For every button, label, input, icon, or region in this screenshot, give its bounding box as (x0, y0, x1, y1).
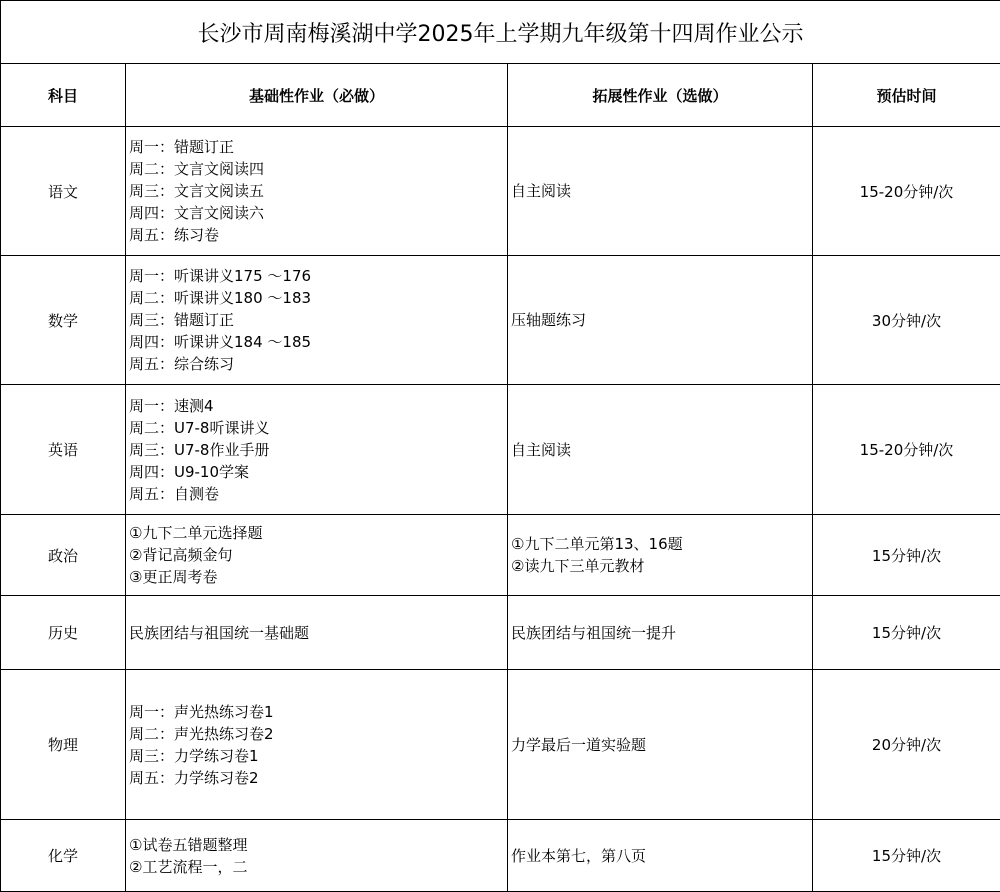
subject-cell: 化学 (1, 820, 126, 892)
time-cell: 15分钟/次 (813, 515, 1000, 596)
time-cell: 30分钟/次 (813, 256, 1000, 385)
basic-item: 周五：综合练习 (129, 355, 235, 373)
table-row (1, 515, 1000, 596)
subject-cell: 数学 (1, 256, 126, 385)
header-time: 预估时间 (813, 64, 1000, 127)
basic-cell (126, 515, 508, 596)
extended-item: 作业本第七，第八页 (511, 846, 647, 865)
page-title: 长沙市周南梅溪湖中学2025年上学期九年级第十四周作业公示 (1, 1, 1000, 64)
subject-cell: 政治 (1, 515, 126, 596)
table-row (1, 127, 1000, 256)
extended-cell (508, 596, 813, 670)
basic-cell (126, 596, 508, 670)
table-row (1, 596, 1000, 670)
basic-item: 民族团结与祖国统一基础题 (129, 623, 310, 642)
basic-cell (126, 670, 508, 820)
basic-item: 周四：听课讲义184 ～185 (129, 333, 312, 351)
subject-cell: 物理 (1, 670, 126, 820)
basic-item: 周一：声光热练习卷1 (129, 702, 274, 721)
time-cell: 15-20分钟/次 (813, 127, 1000, 256)
subject-cell: 英语 (1, 385, 126, 515)
basic-cell (126, 127, 508, 256)
basic-item: 周一：速测4 (129, 396, 214, 415)
table-row (1, 670, 1000, 820)
basic-item: 周二：听课讲义180 ～183 (129, 289, 312, 307)
time-cell: 20分钟/次 (813, 670, 1000, 820)
basic-item: 周四：U9-10学案 (129, 462, 250, 481)
extended-item: 自主阅读 (511, 440, 572, 459)
basic-item: ③更正周考卷 (129, 568, 218, 586)
extended-item: 自主阅读 (511, 182, 572, 200)
basic-item: 周三：力学练习卷1 (129, 746, 259, 765)
time-cell: 15分钟/次 (813, 596, 1000, 670)
basic-item: ②工艺流程一，二 (129, 857, 248, 876)
basic-item: ①试卷五错题整理 (129, 835, 248, 854)
table-row (1, 385, 1000, 515)
basic-item: 周三：文言文阅读五 (129, 182, 265, 200)
basic-item: 周二：文言文阅读四 (129, 160, 265, 178)
basic-cell (126, 256, 508, 385)
subject-cell: 语文 (1, 127, 126, 256)
extended-cell (508, 515, 813, 596)
basic-item: 周五：力学练习卷2 (129, 768, 259, 787)
extended-cell (508, 670, 813, 820)
header-subject: 科目 (1, 64, 126, 127)
basic-item: ②背记高频金句 (129, 546, 233, 564)
time-cell: 15分钟/次 (813, 820, 1000, 892)
basic-item: ①九下二单元选择题 (129, 524, 263, 542)
subject-cell: 历史 (1, 596, 126, 670)
basic-item: 周四：文言文阅读六 (129, 204, 265, 222)
basic-cell (126, 820, 508, 892)
extended-item: ②读九下三单元教材 (511, 557, 645, 575)
basic-item: 周二：声光热练习卷2 (129, 724, 274, 743)
extended-item: 压轴题练习 (511, 311, 587, 329)
extended-item: ①九下二单元第13、16题 (511, 535, 683, 553)
basic-item: 周一：错题订正 (129, 138, 235, 156)
extended-cell (508, 385, 813, 515)
extended-item: 民族团结与祖国统一提升 (511, 623, 677, 642)
basic-item: 周五：练习卷 (129, 226, 220, 244)
basic-item: 周三：U7-8作业手册 (129, 440, 270, 459)
extended-item: 力学最后一道实验题 (511, 735, 647, 754)
basic-item: 周三：错题订正 (129, 311, 235, 329)
extended-cell (508, 820, 813, 892)
header-basic: 基础性作业（必做） (126, 64, 508, 127)
basic-item: 周二：U7-8听课讲义 (129, 418, 270, 437)
basic-item: 周一：听课讲义175 ～176 (129, 267, 312, 285)
header-extended: 拓展性作业（选做） (508, 64, 813, 127)
basic-cell (126, 385, 508, 515)
table-row (1, 256, 1000, 385)
extended-cell (508, 256, 813, 385)
table-row (1, 820, 1000, 892)
basic-item: 周五：自测卷 (129, 484, 220, 503)
extended-cell (508, 127, 813, 256)
time-cell: 15-20分钟/次 (813, 385, 1000, 515)
